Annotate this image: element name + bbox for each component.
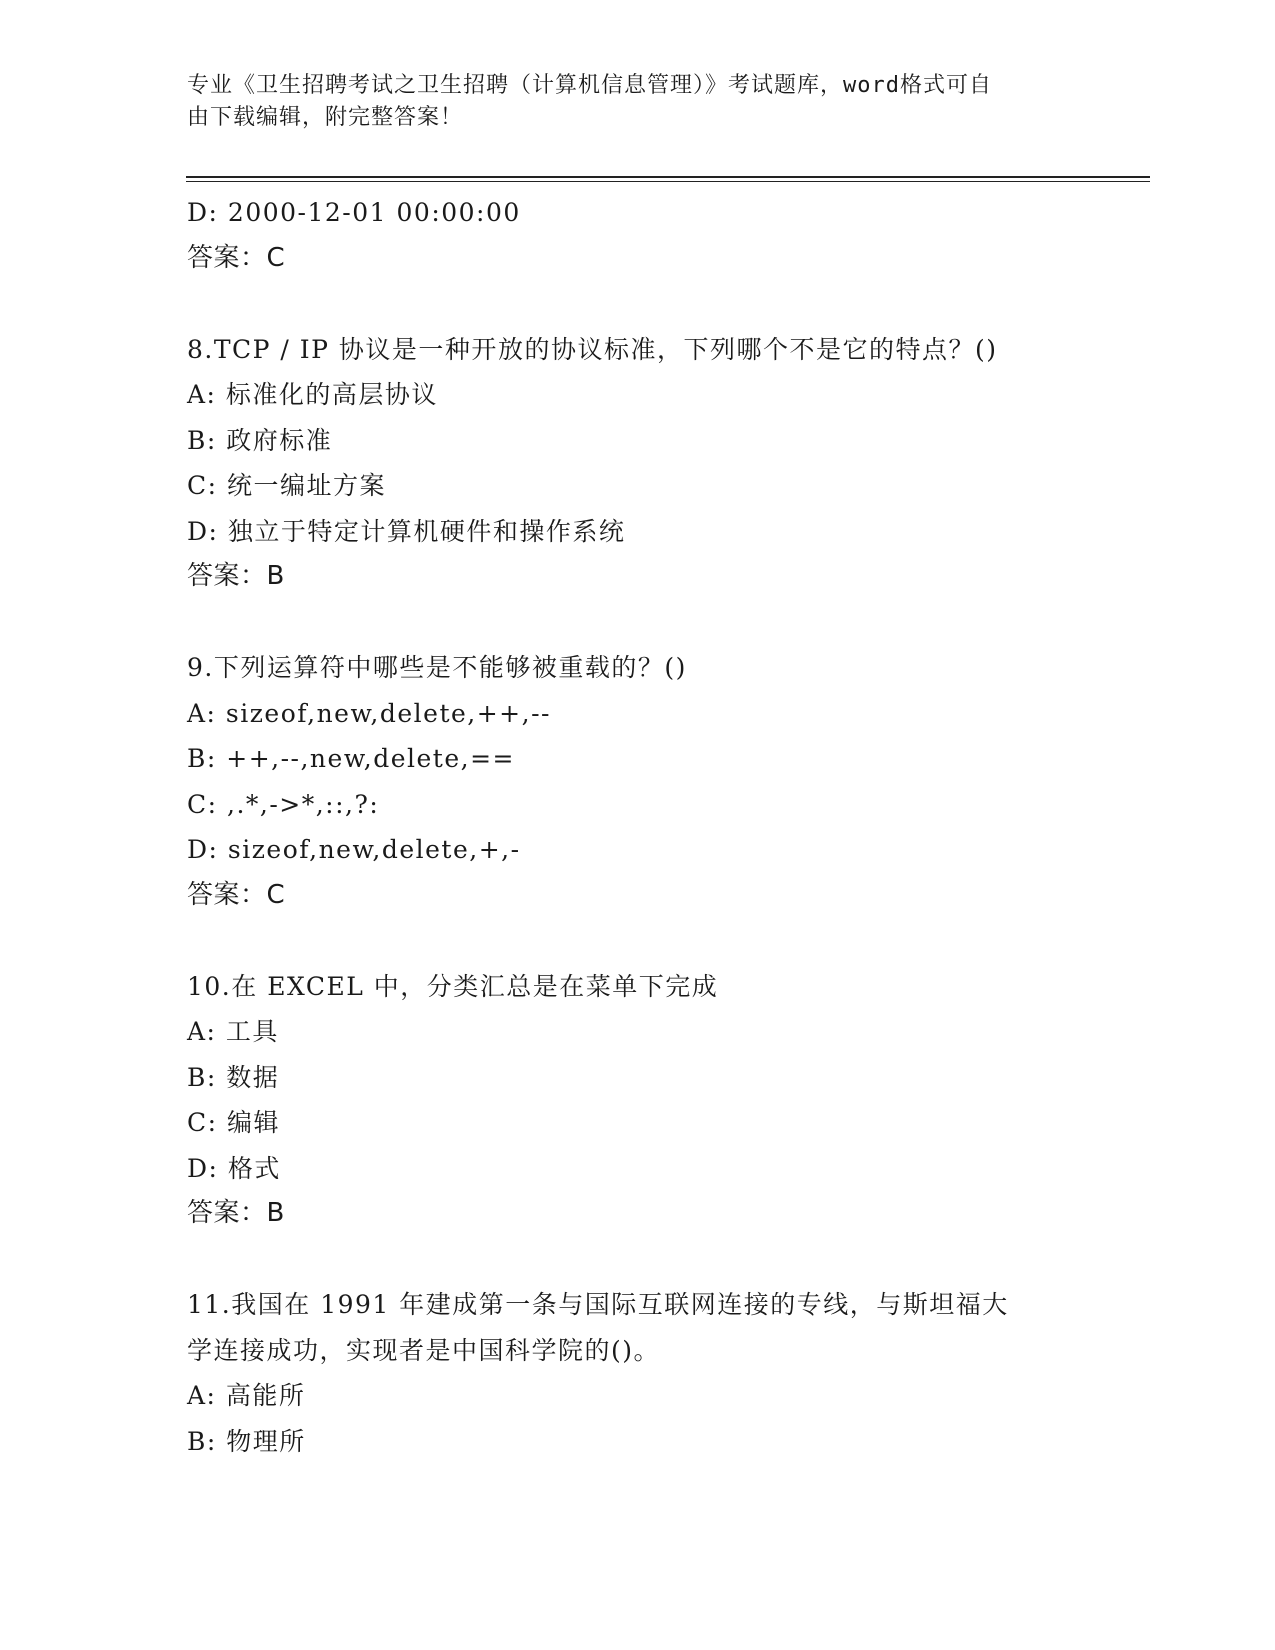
question-stem: 8.TCP / IP 协议是一种开放的协议标准，下列哪个不是它的特点？() — [187, 334, 998, 364]
option-d: D: 2000-12-01 00:00:00 — [187, 198, 521, 227]
answer: 答案：C — [187, 242, 286, 273]
question-content — [187, 190, 1087, 1464]
option-d: D: 格式 — [187, 1153, 281, 1183]
question-9 — [187, 645, 1087, 918]
answer: 答案：B — [187, 1198, 285, 1228]
option-c: C: 统一编址方案 — [187, 471, 386, 500]
option-b: B: 物理所 — [187, 1426, 306, 1456]
answer: 答案：C — [187, 879, 286, 910]
option-b: B: 政府标准 — [187, 425, 333, 455]
header-line-2: 由下载编辑，附完整答案！ — [187, 105, 464, 130]
header-rule-thin — [186, 181, 1150, 182]
option-a: A: 工具 — [187, 1017, 279, 1046]
option-d: D: 独立于特定计算机硬件和操作系统 — [187, 516, 626, 546]
question-stem: 9.下列运算符中哪些是不能够被重载的？() — [187, 653, 687, 682]
option-a: A: 高能所 — [187, 1381, 306, 1410]
spacer — [187, 281, 1087, 327]
header-line-1: 专业《卫生招聘考试之卫生招聘（计算机信息管理）》考试题库，word格式可自 — [187, 73, 992, 98]
question-stem-continued: 学连接成功，实现者是中国科学院的()。 — [187, 1335, 661, 1365]
question-11 — [187, 1282, 1087, 1464]
document-header — [187, 70, 1067, 134]
question-stem: 11.我国在 1991 年建成第一条与国际互联网连接的专线，与斯坦福大 — [187, 1290, 1009, 1319]
header-rule-thick — [186, 176, 1150, 178]
option-a: A: 标准化的高层协议 — [187, 380, 438, 409]
option-b: B: ++,--,new,delete,== — [187, 744, 515, 773]
option-a: A: sizeof,new,delete,++,-- — [187, 698, 551, 728]
option-c: C: ,.*,->*,::,?: — [187, 789, 380, 819]
option-b: B: 数据 — [187, 1062, 280, 1092]
spacer — [187, 1237, 1087, 1283]
answer: 答案：B — [187, 561, 285, 591]
question-8 — [187, 327, 1087, 600]
question-10 — [187, 964, 1087, 1237]
question-stem: 10.在 EXCEL 中，分类汇总是在菜单下完成 — [187, 971, 719, 1001]
option-d: D: sizeof,new,delete,+,- — [187, 835, 521, 864]
option-c: C: 编辑 — [187, 1108, 280, 1137]
spacer — [187, 600, 1087, 646]
spacer — [187, 918, 1087, 964]
